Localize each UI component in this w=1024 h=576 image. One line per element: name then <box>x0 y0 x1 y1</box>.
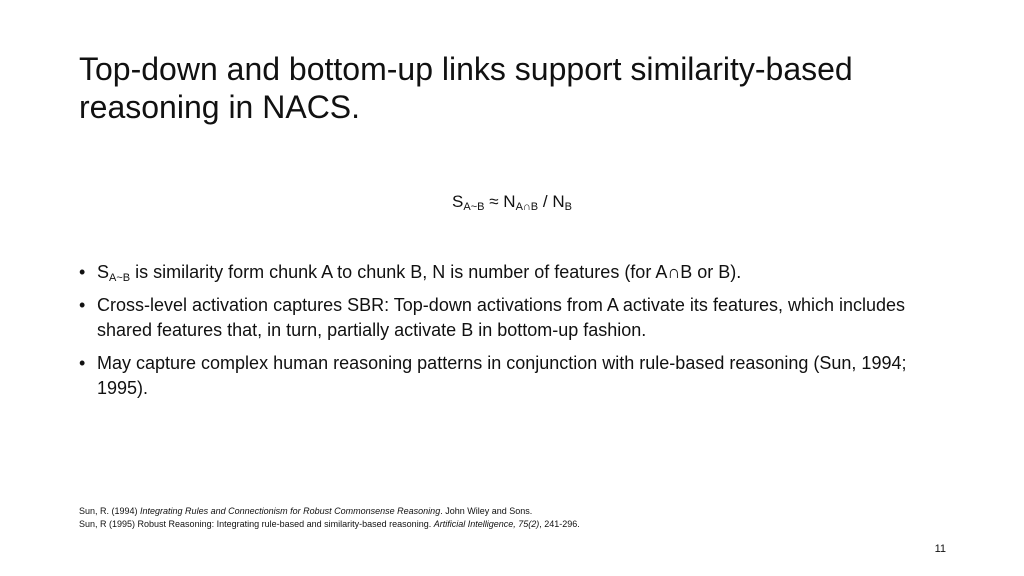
formula-s: S <box>452 192 464 211</box>
bullet-marker: • <box>79 295 86 315</box>
reference-1-title: Integrating Rules and Connectionism for Robust Commonsense Reasoning <box>140 506 441 516</box>
bullet-1-text: is similarity form chunk A to chunk B, N is number of features (for A∩B or B). <box>130 262 742 282</box>
reference-2-pre: Sun, R (1995) Robust Reasoning: Integrating rule-based and similarity-based reasoning. <box>79 519 434 529</box>
bullet-3-text: May capture complex human reasoning patterns in conjunction with rule-based reasoning (Sun, 1994; 1995). <box>97 353 907 398</box>
formula-s-subscript: A~B <box>463 201 485 213</box>
formula-approx: ≈ <box>484 192 504 211</box>
slide-title: Top-down and bottom-up links support similarity-based reasoning in NACS. <box>79 51 853 125</box>
bullet-list <box>79 260 959 409</box>
similarity-formula <box>0 190 1024 214</box>
bullet-1-s: S <box>97 262 110 282</box>
formula-divide: / <box>538 192 553 211</box>
bullet-1-s-subscript: A~B <box>109 272 131 284</box>
reference-2-post: , 241-296. <box>539 519 580 529</box>
bullet-cross-level-activation <box>79 293 959 343</box>
references <box>79 505 979 531</box>
bullet-human-reasoning <box>79 351 959 401</box>
reference-2 <box>79 518 979 531</box>
reference-1 <box>79 505 979 518</box>
page-number: 11 <box>934 543 946 555</box>
formula-n-numerator-subscript: A∩B <box>515 201 539 213</box>
bullet-2-text: Cross-level activation captures SBR: Top-down activations from A activate its features, which includes shared features that, in turn, partially activate B in bottom-up fashion. <box>97 295 906 340</box>
reference-1-post: . John Wiley and Sons. <box>440 506 533 516</box>
formula-n-denominator-subscript: B <box>564 201 572 213</box>
bullet-marker: • <box>79 262 86 282</box>
bullet-marker: • <box>79 353 86 373</box>
formula-n-numerator: N <box>503 192 516 211</box>
reference-1-pre: Sun, R. (1994) <box>79 506 141 516</box>
bullet-similarity-definition <box>79 260 959 285</box>
reference-2-journal: Artificial Intelligence, 75(2) <box>433 519 540 529</box>
formula-n-denominator: N <box>552 192 565 211</box>
